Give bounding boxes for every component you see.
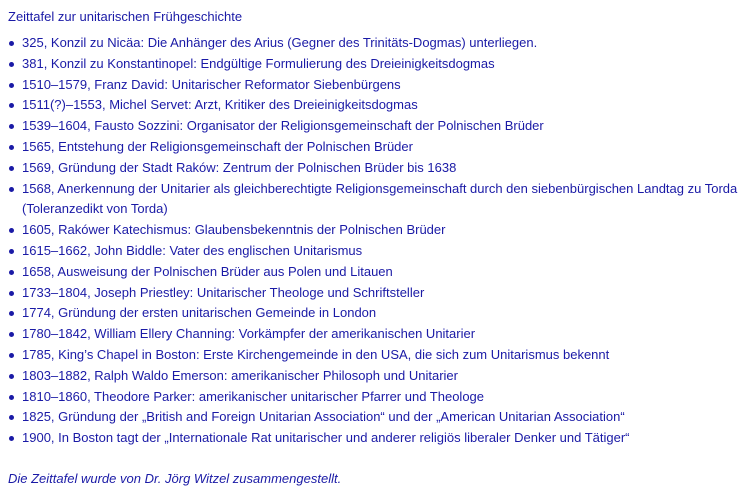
timeline-item xyxy=(0,324,745,345)
timeline-item-text: 1733–1804, Joseph Priestley: Unitarischer Theologe und Schriftsteller xyxy=(22,284,425,300)
bullet-icon xyxy=(9,124,14,129)
bullet-icon xyxy=(9,332,14,337)
timeline-item xyxy=(0,116,745,137)
bullet-icon xyxy=(9,166,14,171)
footer-note: Die Zeittafel wurde von Dr. Jörg Witzel zusammengestellt. xyxy=(8,471,342,486)
timeline-item xyxy=(0,428,745,449)
bullet-icon xyxy=(9,249,14,254)
timeline-item-text: 1900, In Boston tagt der „Internationale Rat unitarischer und anderer religiös liberaler Denker und Tätiger“ xyxy=(22,430,630,446)
timeline-item xyxy=(0,283,745,304)
bullet-icon xyxy=(9,436,14,441)
bullet-icon xyxy=(9,311,14,316)
bullet-icon xyxy=(9,145,14,150)
timeline-item xyxy=(0,158,745,179)
bullet-icon xyxy=(9,83,14,88)
timeline-item xyxy=(0,33,745,54)
timeline-item xyxy=(0,95,745,116)
timeline-item xyxy=(0,366,745,387)
timeline-item-text: 1810–1860, Theodore Parker: amerikanischer unitarischer Pfarrer und Theologe xyxy=(22,388,485,404)
timeline-item-text: 1568, Anerkennung der Unitarier als gleichberechtigte Religionsgemeinschaft durch den siebenbürgischen Landtag zu Torda (Toleranzedikt von Torda) xyxy=(22,180,738,217)
bullet-icon xyxy=(9,374,14,379)
timeline-item-text: 1785, King’s Chapel in Boston: Erste Kirchengemeinde in den USA, die sich zum Unitarismus bekennt xyxy=(22,346,610,362)
timeline-item xyxy=(0,407,745,428)
timeline-item-text: 1615–1662, John Biddle: Vater des englischen Unitarismus xyxy=(22,242,363,258)
timeline-item xyxy=(0,241,745,262)
bullet-icon xyxy=(9,228,14,233)
bullet-icon xyxy=(9,353,14,358)
bullet-icon xyxy=(9,395,14,400)
timeline-item-text: 1605, Rakówer Katechismus: Glaubensbekenntnis der Polnischen Brüder xyxy=(22,222,446,238)
timeline-item-text: 1825, Gründung der „British and Foreign Unitarian Association“ und der „American Unitarian Association“ xyxy=(22,409,625,425)
bullet-icon xyxy=(9,187,14,192)
bullet-icon xyxy=(9,103,14,108)
timeline-item xyxy=(0,345,745,366)
timeline-item-text: 1658, Ausweisung der Polnischen Brüder aus Polen und Litauen xyxy=(22,263,393,279)
timeline-item-text: 1780–1842, William Ellery Channing: Vorkämpfer der amerikanischen Unitarier xyxy=(22,326,476,342)
bullet-icon xyxy=(9,62,14,67)
timeline-item xyxy=(0,220,745,241)
timeline-item-text: 1774, Gründung der ersten unitarischen Gemeinde in London xyxy=(22,305,377,321)
timeline-item xyxy=(0,262,745,283)
timeline-item xyxy=(0,387,745,408)
timeline-item-text: 1565, Entstehung der Religionsgemeinschaft der Polnischen Brüder xyxy=(22,138,413,154)
bullet-icon xyxy=(9,415,14,420)
timeline-item xyxy=(0,54,745,75)
timeline-item-text: 1569, Gründung der Stadt Raków: Zentrum der Polnischen Brüder bis 1638 xyxy=(22,159,457,175)
bullet-icon xyxy=(9,291,14,296)
timeline-item-text: 1803–1882, Ralph Waldo Emerson: amerikanischer Philosoph und Unitarier xyxy=(22,367,458,383)
timeline-item-text: 1511(?)–1553, Michel Servet: Arzt, Kritiker des Dreieinigkeitsdogmas xyxy=(22,97,418,113)
timeline-item xyxy=(0,303,745,324)
timeline-item-text: 325, Konzil zu Nicäa: Die Anhänger des Arius (Gegner des Trinitäts-Dogmas) unterliegen. xyxy=(22,35,538,50)
page-title: Zeittafel zur unitarischen Frühgeschichte xyxy=(8,9,243,24)
bullet-icon xyxy=(9,41,14,46)
timeline-item-text: 1539–1604, Fausto Sozzini: Organisator der Religionsgemeinschaft der Polnischen Brüder xyxy=(22,118,544,134)
timeline-item xyxy=(0,137,745,158)
timeline-list xyxy=(0,33,745,449)
timeline-item xyxy=(0,179,745,221)
timeline-item xyxy=(0,75,745,96)
bullet-icon xyxy=(9,270,14,275)
timeline-item-text: 381, Konzil zu Konstantinopel: Endgültige Formulierung des Dreieinigkeitsdogmas xyxy=(22,55,495,71)
timeline-item-text: 1510–1579, Franz David: Unitarischer Reformator Siebenbürgens xyxy=(22,76,401,92)
